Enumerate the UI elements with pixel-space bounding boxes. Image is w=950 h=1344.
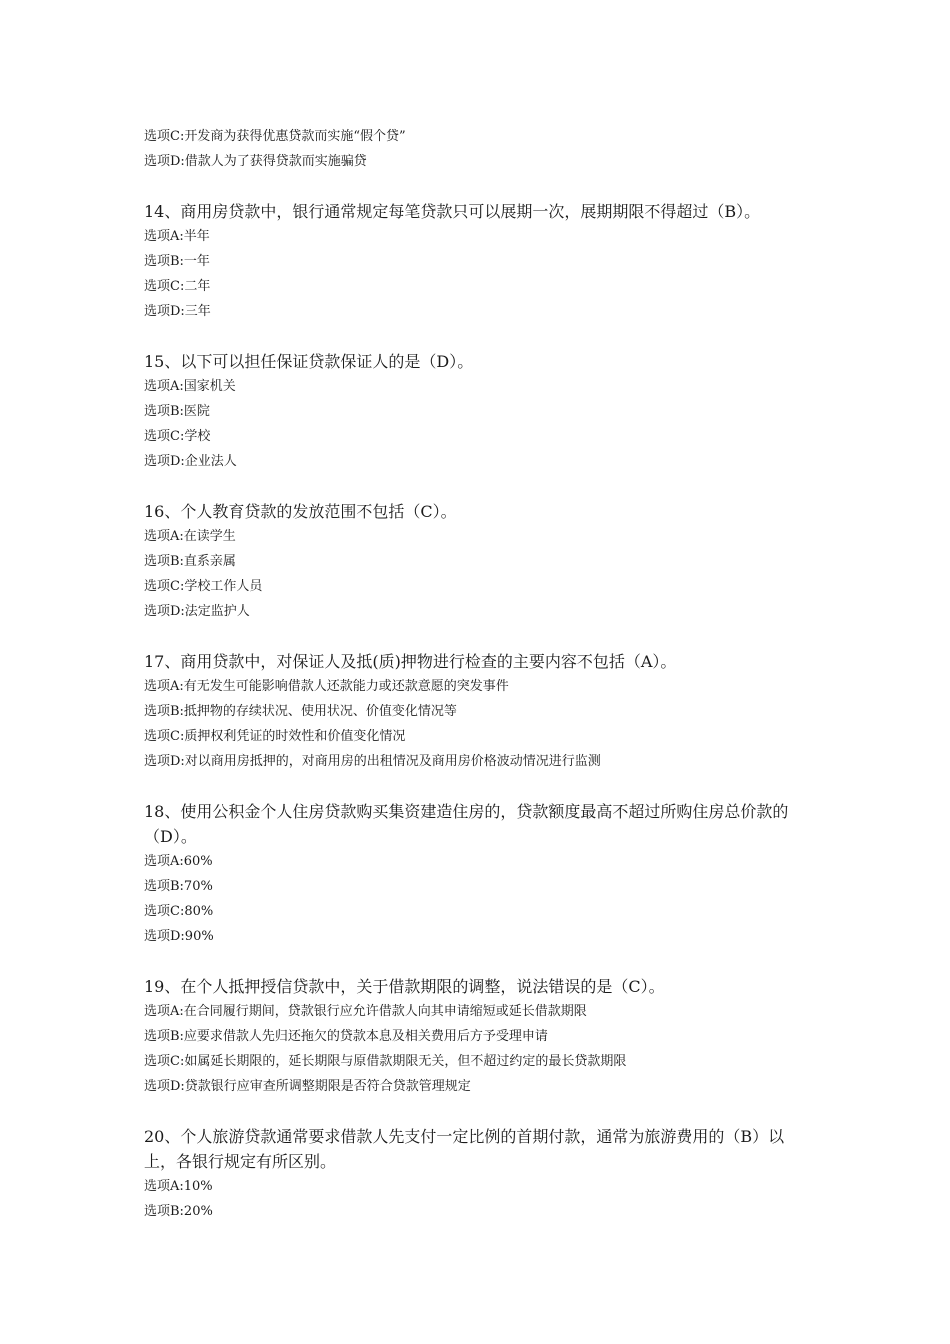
option-line: 选项D:法定监护人: [144, 604, 250, 619]
option-line: 选项B:直系亲属: [144, 554, 236, 569]
option-line: 选项A:在合同履行期间，贷款银行应允许借款人向其申请缩短或延长借款期限: [144, 1004, 587, 1019]
option-line: 选项D:企业法人: [144, 454, 237, 469]
option-line: 选项D:贷款银行应审查所调整期限是否符合贷款管理规定: [144, 1079, 471, 1094]
question-16: [144, 499, 814, 624]
option-line: 选项C:学校: [144, 429, 211, 444]
option-line: 选项A:半年: [144, 229, 210, 244]
option-line: 选项C:开发商为获得优惠贷款而实施“假个贷”: [144, 129, 406, 144]
option-line: 选项D:借款人为了获得贷款而实施骗贷: [144, 154, 367, 169]
option-line: 选项A:在读学生: [144, 529, 236, 544]
option-line: 选项D:对以商用房抵押的，对商用房的出租情况及商用房价格波动情况进行监测: [144, 754, 601, 769]
option-line: 选项C:质押权利凭证的时效性和价值变化情况: [144, 729, 406, 744]
option-line: 选项A:10%: [144, 1179, 213, 1194]
question-text: 19、在个人抵押授信贷款中，关于借款期限的调整，说法错误的是（C）。: [144, 977, 665, 996]
option-line: 选项A:有无发生可能影响借款人还款能力或还款意愿的突发事件: [144, 679, 509, 694]
option-line: 选项C:80%: [144, 904, 214, 919]
question-19: [144, 974, 814, 1099]
question-text: 17、商用贷款中，对保证人及抵(质)押物进行检查的主要内容不包括（A）。: [144, 652, 677, 671]
option-line: 选项B:应要求借款人先归还拖欠的贷款本息及相关费用后方予受理申请: [144, 1029, 548, 1044]
question-text: 15、以下可以担任保证贷款保证人的是（D）。: [144, 352, 474, 371]
question-text: 16、个人教育贷款的发放范围不包括（C）。: [144, 502, 457, 521]
question-text: 18、使用公积金个人住房贷款购买集资建造住房的，贷款额度最高不超过所购住房总价款的（D）。: [144, 802, 789, 846]
question-17: [144, 649, 814, 774]
option-line: 选项B:抵押物的存续状况、使用状况、价值变化情况等: [144, 704, 457, 719]
option-line: 选项B:医院: [144, 404, 210, 419]
question-15: [144, 349, 814, 474]
option-line: 选项C:如属延长期限的，延长期限与原借款期限无关，但不超过约定的最长贷款期限: [144, 1054, 627, 1069]
option-line: 选项D:90%: [144, 929, 214, 944]
question-20: [144, 1124, 814, 1224]
question-18: [144, 799, 814, 949]
option-line: 选项C:二年: [144, 279, 211, 294]
option-line: 选项B:70%: [144, 879, 213, 894]
option-line: 选项C:学校工作人员: [144, 579, 263, 594]
option-line: 选项B:一年: [144, 254, 210, 269]
option-line: 选项D:三年: [144, 304, 211, 319]
option-line: 选项A:国家机关: [144, 379, 236, 394]
question-14: [144, 199, 814, 324]
option-line: 选项B:20%: [144, 1204, 213, 1219]
lead-options: [144, 124, 814, 174]
document-page: [144, 124, 814, 1224]
option-line: 选项A:60%: [144, 854, 213, 869]
question-text: 20、个人旅游贷款通常要求借款人先支付一定比例的首期付款，通常为旅游费用的（B）以上，各银行规定有所区别。: [144, 1127, 785, 1171]
question-text: 14、商用房贷款中，银行通常规定每笔贷款只可以展期一次，展期期限不得超过（B）。: [144, 202, 761, 221]
